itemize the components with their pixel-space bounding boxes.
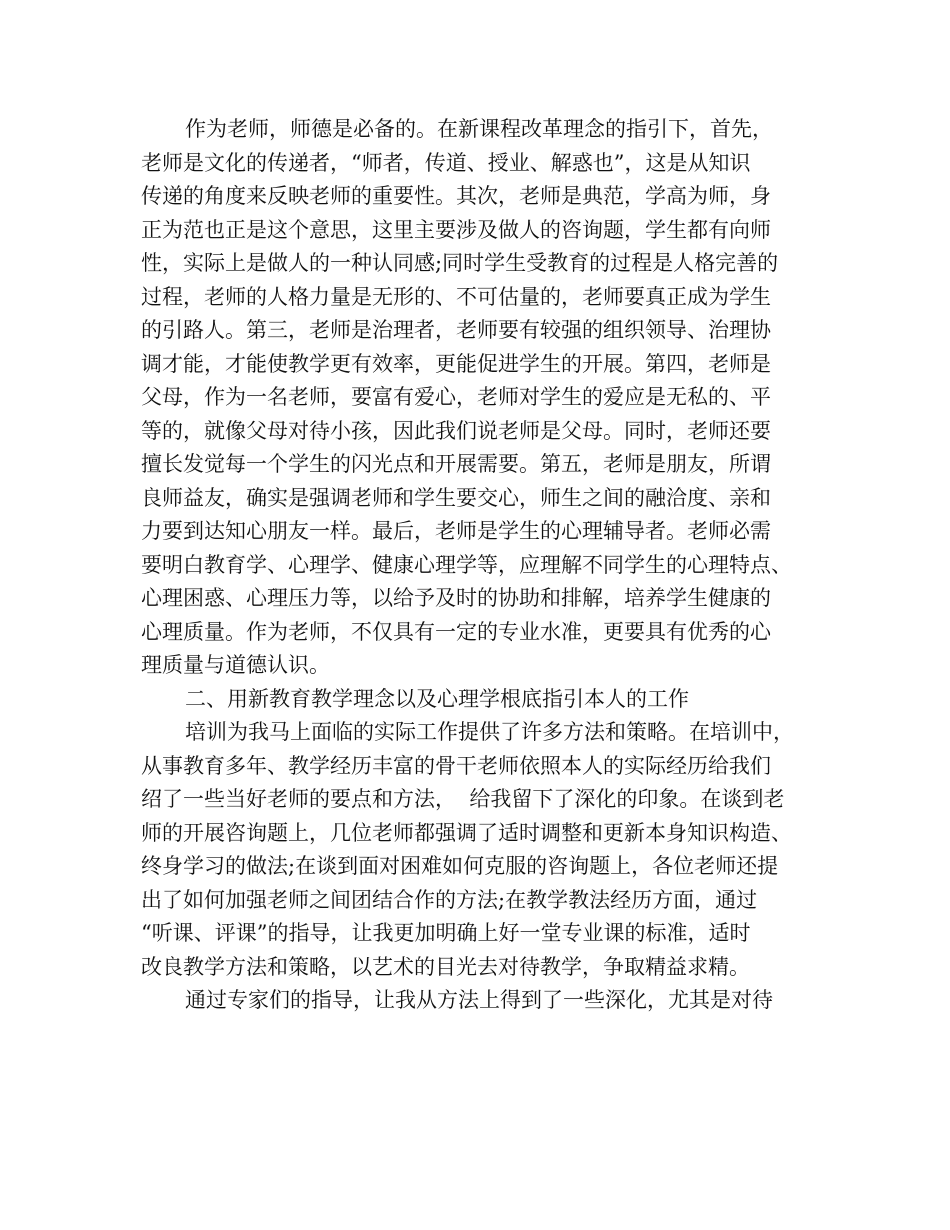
paragraph-line: 终身学习的做法;在谈到面对困难如何克服的咨询题上，各位老师还提 <box>141 854 779 878</box>
paragraph-line: 等的，就像父母对待小孩，因此我们说老师是父母。同时，老师还要 <box>141 418 771 443</box>
paragraph-line: 过程，老师的人格力量是无形的、不可估量的，老师要真正成为学生 <box>141 284 771 309</box>
paragraph-line: 要明白教育学、心理学、健康心理学等，应理解不同学生的心理特点、 <box>141 552 792 577</box>
paragraph-line: 良师益友，确实是强调老师和学生要交心，师生之间的融洽度、亲和 <box>141 485 771 510</box>
paragraph-line: 改良教学方法和策略，以艺术的目光去对待教学，争取精益求精。 <box>141 954 750 979</box>
paragraph-line: 正为范也正是这个意思，这里主要涉及做人的咨询题，学生都有向师 <box>141 217 771 242</box>
paragraph-line: 传递的角度来反映老师的重要性。其次，老师是典范，学高为师，身 <box>141 184 771 208</box>
section-heading: 二、用新教育教学理念以及心理学根底指引本人的工作 <box>185 686 689 711</box>
paragraph-line: 调才能，才能使教学更有效率，更能促进学生的开展。第四，老师是 <box>141 351 771 376</box>
paragraph-line: 理质量与道德认识。 <box>141 653 330 677</box>
paragraph-line: 绍了一些当好老师的要点和方法， 给我留下了深化的印象。在谈到老 <box>141 787 785 811</box>
paragraph-line: 出了如何加强老师之间团结合作的方法;在教学教法经历方面，通过 <box>141 887 758 912</box>
paragraph-line: 培训为我马上面临的实际工作提供了许多方法和策略。在培训中， <box>185 720 794 744</box>
paragraph-line: “听课、评课”的指导，让我更加明确上好一堂专业课的标准，适时 <box>141 921 751 945</box>
paragraph-line: 作为老师，师德是必备的。在新课程改革理念的指引下，首先， <box>185 117 773 141</box>
paragraph-line: 通过专家们的指导，让我从方法上得到了一些深化，尤其是对待 <box>185 988 773 1012</box>
paragraph-line: 从事教育多年、教学经历丰富的骨干老师依照本人的实际经历给我们 <box>141 753 771 778</box>
paragraph-line: 性，实际上是做人的一种认同感;同时学生受教育的过程是人格完善的 <box>141 251 779 275</box>
paragraph-line: 心理困惑、心理压力等，以给予及时的协助和排解，培养学生健康的 <box>141 586 771 610</box>
document-body <box>141 113 821 1018</box>
paragraph-line: 力要到达知心朋友一样。最后，老师是学生的心理辅导者。老师必需 <box>141 519 771 543</box>
paragraph-line: 擅长发觉每一个学生的闪光点和开展需要。第五，老师是朋友，所谓 <box>141 452 771 476</box>
paragraph-line: 的引路人。第三，老师是治理者，老师要有较强的组织领导、治理协 <box>141 318 771 342</box>
paragraph-line: 心理质量。作为老师，不仅具有一定的专业水准，更要具有优秀的心 <box>141 619 771 644</box>
paragraph-line: 父母，作为一名老师，要富有爱心，老师对学生的爱应是无私的、平 <box>141 385 771 409</box>
paragraph-line: 师的开展咨询题上，几位老师都强调了适时调整和更新本身知识构造、 <box>141 820 792 845</box>
paragraph-line: 老师是文化的传递者，“师者，传道、授业、解惑也”，这是从知识 <box>141 150 751 175</box>
